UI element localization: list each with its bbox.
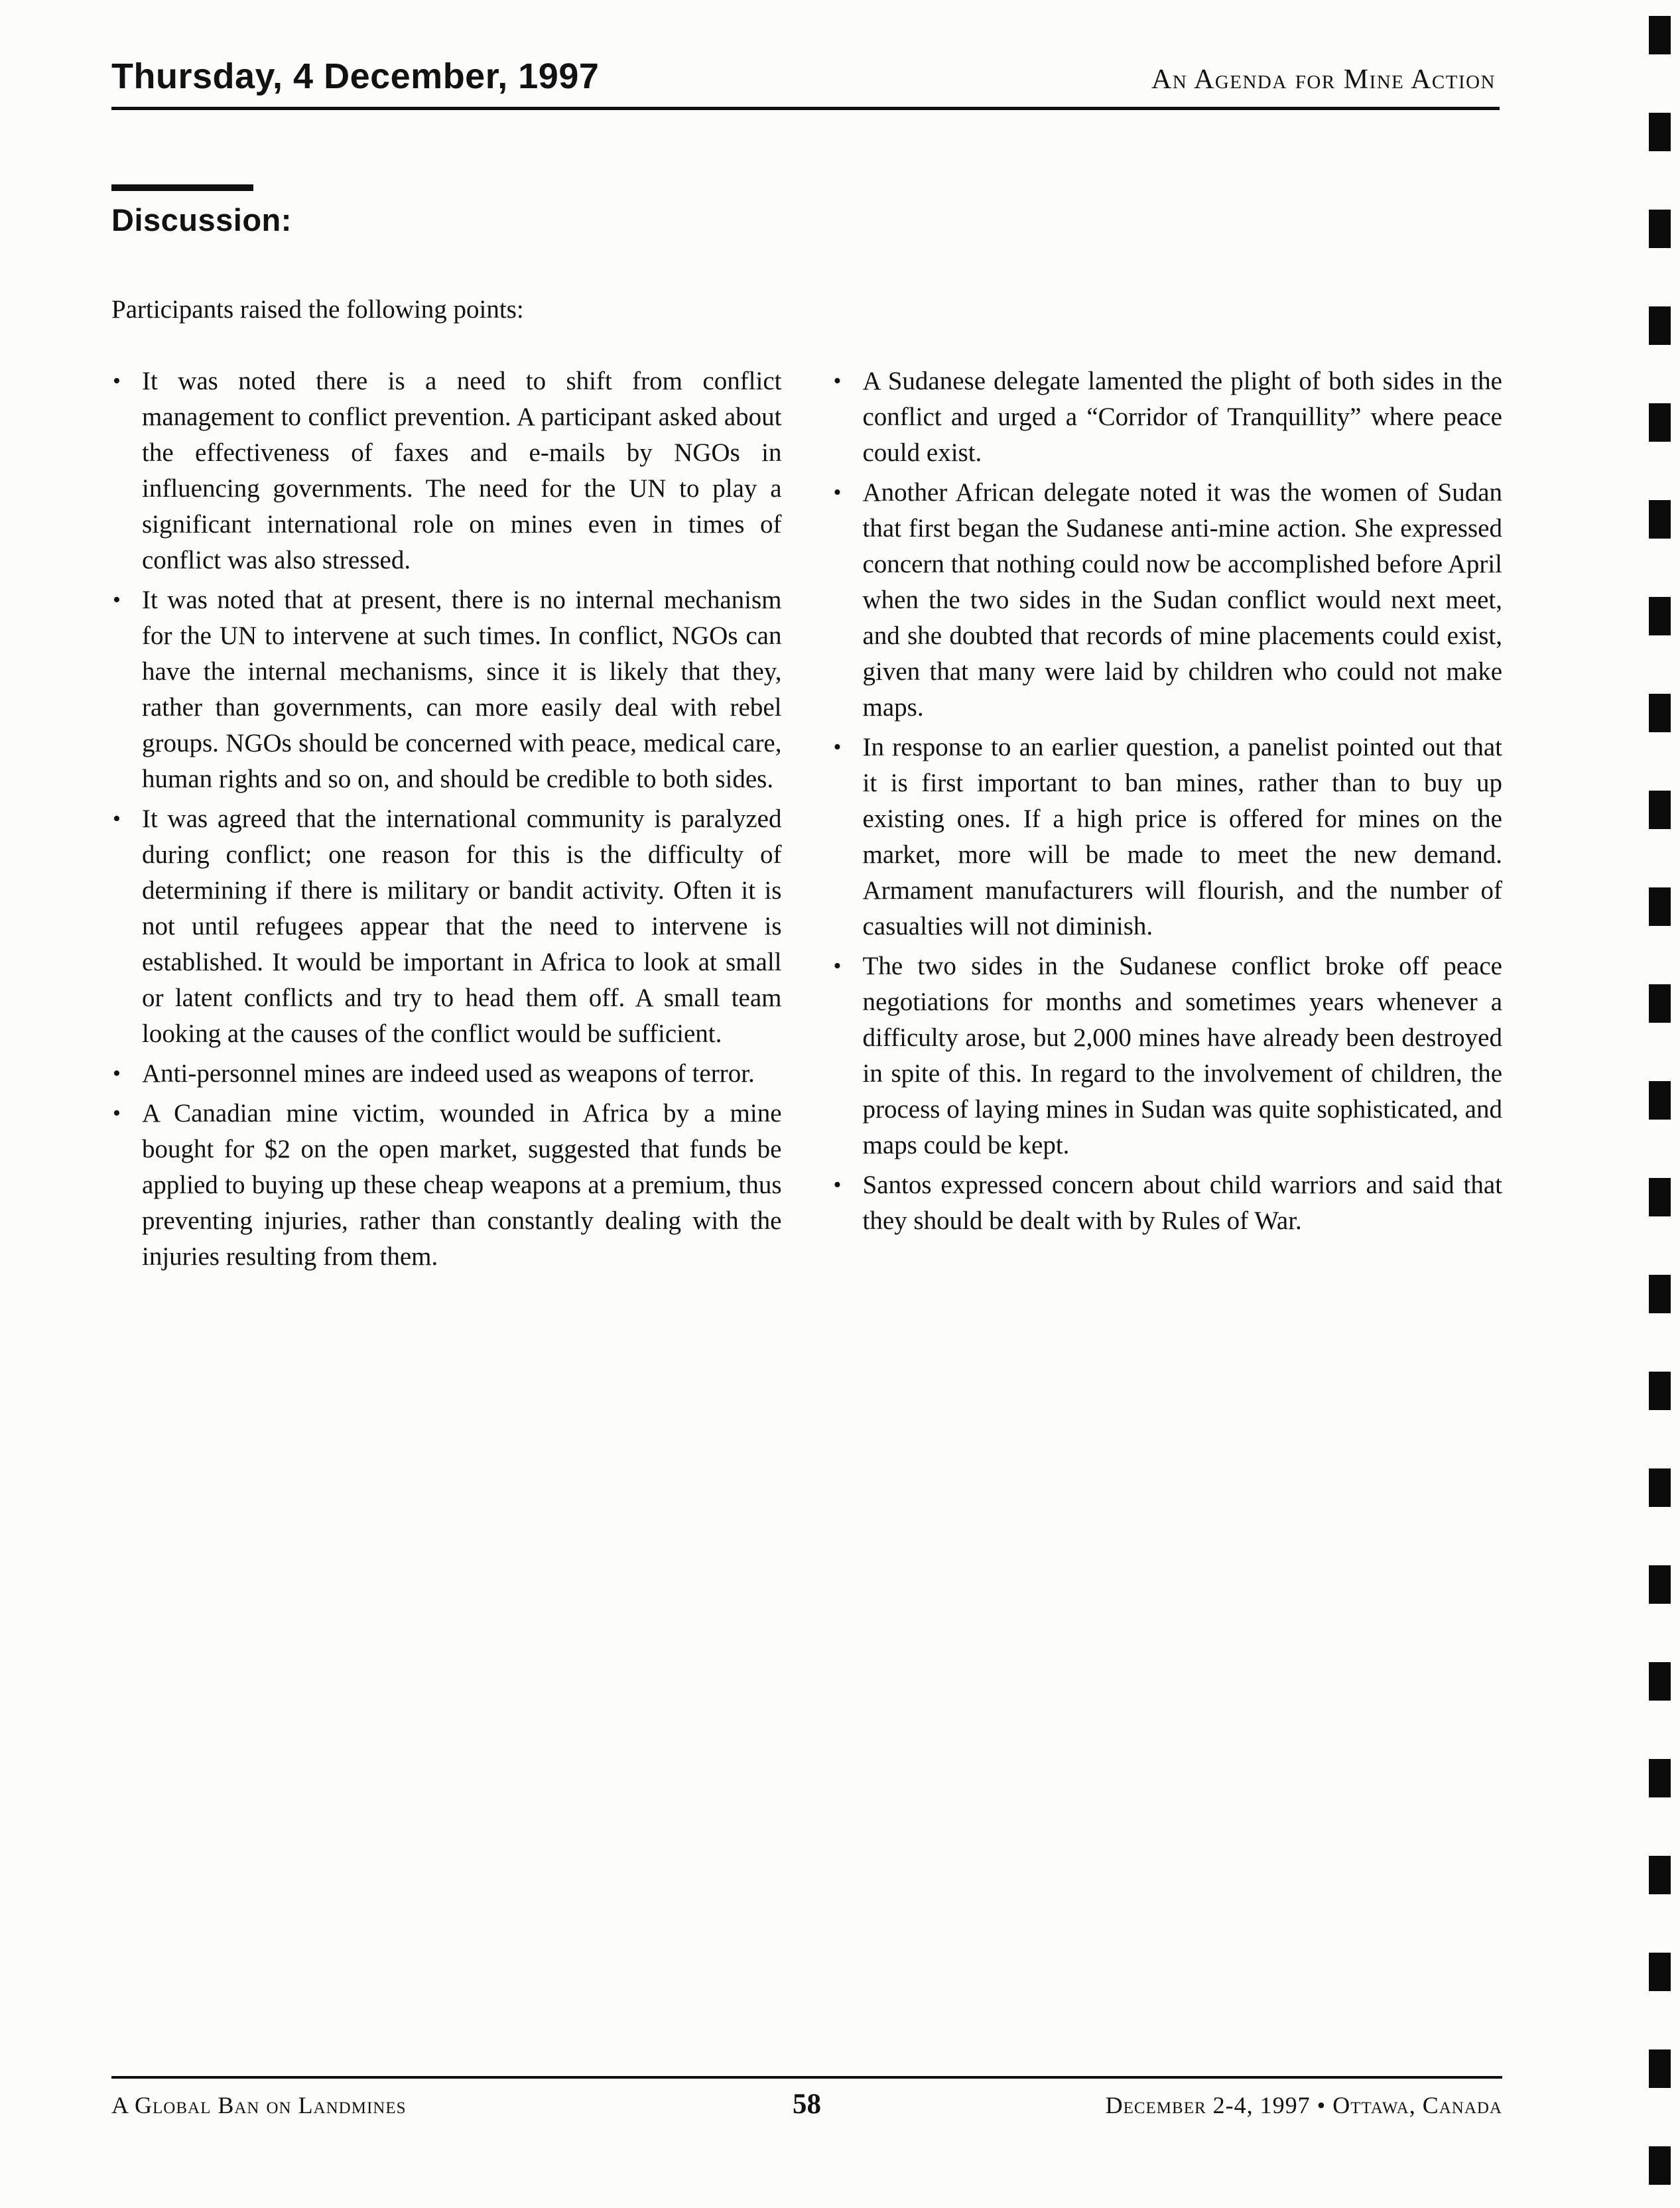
bullet-icon: • (833, 954, 842, 978)
bullet-icon: • (113, 588, 121, 612)
list-item (111, 363, 782, 578)
header-date: Thursday, 4 December, 1997 (111, 56, 600, 96)
page-header (111, 56, 1496, 97)
bullet-text: Anti-personnel mines are indeed used as weapons of terror. (142, 1059, 755, 1088)
page-number: 58 (793, 2089, 821, 2120)
bullet-list-right (832, 363, 1503, 1279)
bullet-icon: • (833, 1173, 842, 1197)
list-item (832, 1167, 1503, 1239)
section-heading: Discussion: (111, 202, 292, 237)
binding-marks (1649, 16, 1671, 2200)
bullet-icon: • (113, 369, 121, 393)
list-item (832, 948, 1503, 1163)
bullet-text: A Sudanese delegate lamented the plight of both sides in the conflict and urged a “Corridor of Tranquillity” where peace could exist. (862, 367, 1502, 467)
intro-text: Participants raised the following points: (111, 295, 524, 324)
list-item (111, 582, 782, 797)
bullet-icon: • (113, 1101, 121, 1126)
bullet-text: In response to an earlier question, a panelist pointed out that it is first important to ban mines, rather than to buy up existing ones. If a high price is offered for mines on the market, more will be made to meet the new demand. Armament manufacturers will flourish, and the number of casualties will not diminish. (862, 733, 1502, 941)
bullet-text: A Canadian mine victim, wounded in Africa by a mine bought for $2 on the open market, suggested that funds be applied to buying up these cheap weapons at a premium, thus preventing injuries, rather than constantly dealing with the injuries resulting from them. (142, 1099, 782, 1271)
bullet-text: The two sides in the Sudanese conflict broke off peace negotiations for months and sometimes years whenever a difficulty arose, but 2,000 mines have already been destroyed in spite of this. In regard to the involvement of children, the process of laying mines in Sudan was quite sophisticated, and maps could be kept. (862, 952, 1502, 1159)
bullet-columns (111, 363, 1502, 1279)
list-item (832, 363, 1503, 471)
header-rule (111, 107, 1500, 110)
bullet-text: It was agreed that the international community is paralyzed during conflict; one reason for this is the difficulty of determining if there is military or bandit activity. Often it is not until refugees appear that the need to intervene is established. It would be important in Africa to look at small or latent conflicts and try to head them off. A small team looking at the causes of the conflict would be sufficient. (142, 805, 782, 1048)
bullet-icon: • (833, 480, 842, 505)
list-item (832, 730, 1503, 944)
bullet-text: It was noted there is a need to shift from conflict management to conflict prevention. A participant asked about the effectiveness of faxes and e-mails by NGOs in influencing governments. The need for the UN to play a significant international role on mines even in times of conflict was also stressed. (142, 367, 782, 574)
section-heading-rule (111, 184, 253, 191)
header-title: An Agenda for Mine Action (1151, 64, 1496, 95)
bullet-icon: • (113, 807, 121, 831)
footer-left-text: A Global Ban on Landmines (111, 2092, 407, 2118)
bullet-text: Santos expressed concern about child warriors and said that they should be dealt with by Rules of War. (862, 1171, 1502, 1235)
bullet-text: Another African delegate noted it was the women of Sudan that first began the Sudanese anti-mine action. She expressed concern that nothing could now be accomplished before April when the two sides in the Sudan conflict would next meet, and she doubted that records of mine placements could exist, given that many were laid by children who could not make maps. (862, 478, 1502, 722)
list-item (111, 1096, 782, 1275)
list-item (111, 801, 782, 1052)
bullet-icon: • (833, 369, 842, 393)
page-footer (111, 2088, 1502, 2120)
bullet-list-left (111, 363, 782, 1279)
bullet-icon: • (833, 735, 842, 759)
list-item (111, 1056, 782, 1092)
list-item (832, 475, 1503, 726)
footer-right-text: December 2-4, 1997 • Ottawa, Canada (1105, 2092, 1502, 2118)
bullet-icon: • (113, 1061, 121, 1086)
footer-rule (111, 2076, 1502, 2079)
bullet-text: It was noted that at present, there is no internal mechanism for the UN to intervene at such times. In conflict, NGOs can have the internal mechanisms, since it is likely that they, rather than governments, can more easily deal with rebel groups. NGOs should be concerned with peace, medical care, human rights and so on, and should be credible to both sides. (142, 586, 782, 793)
